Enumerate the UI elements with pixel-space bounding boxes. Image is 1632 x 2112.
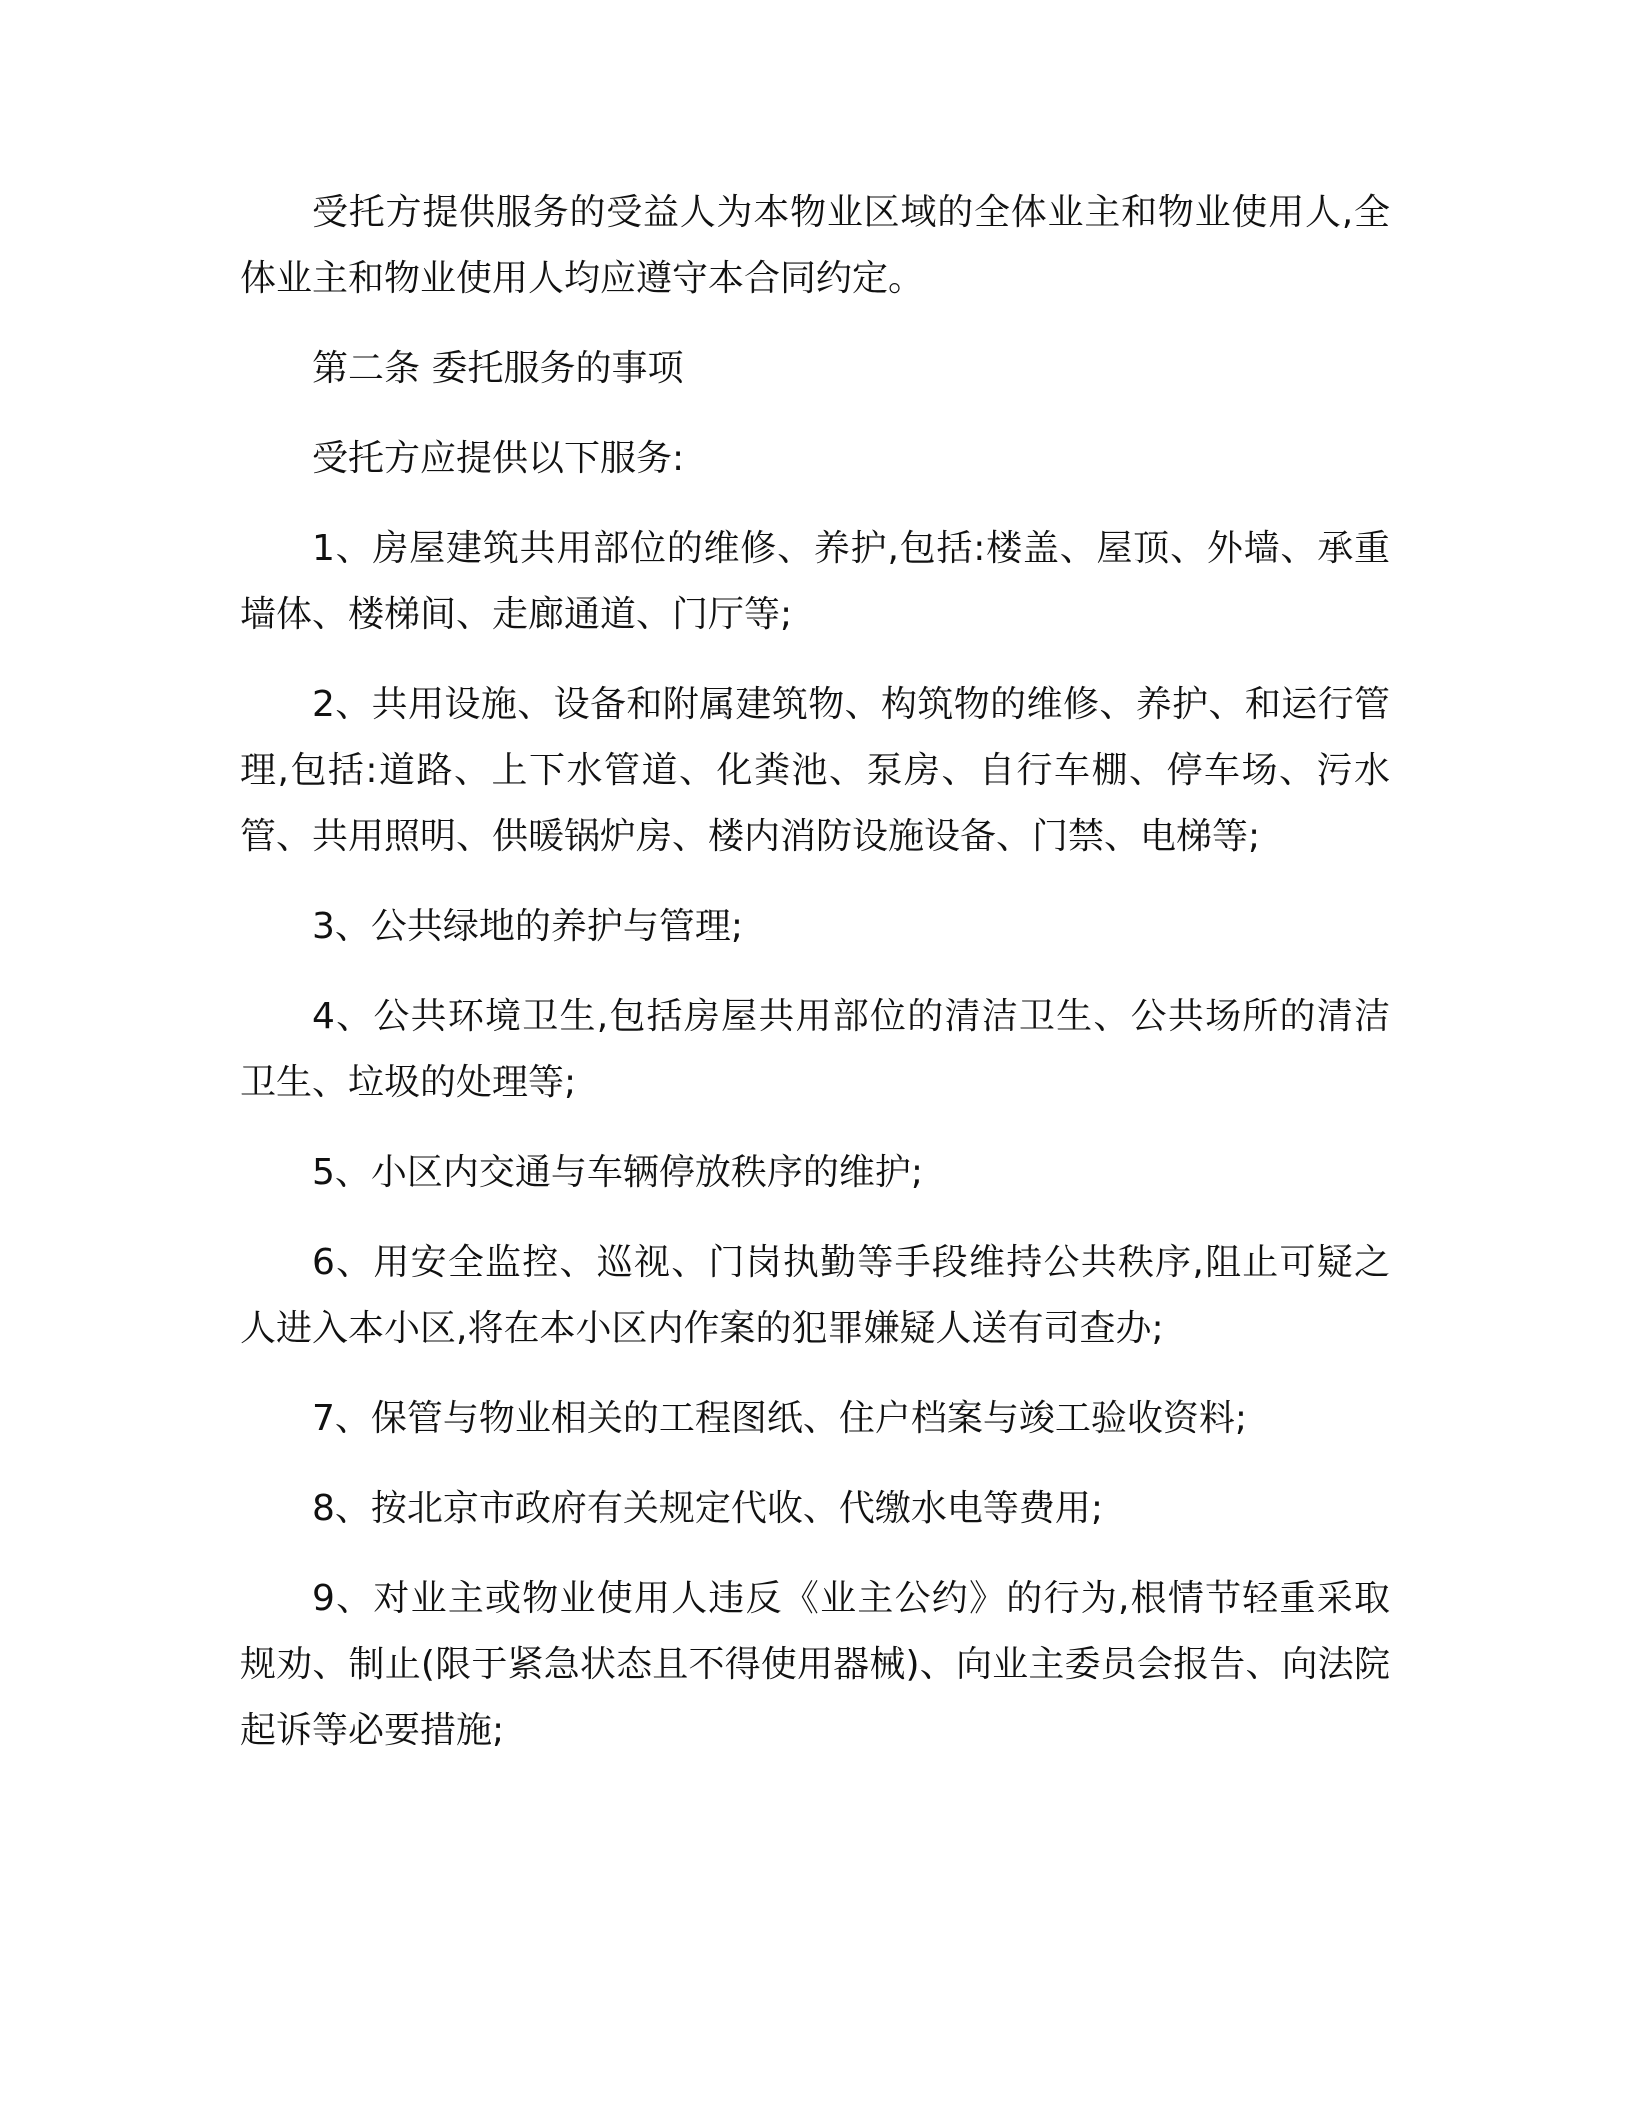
article-title: 第二条 委托服务的事项 [312, 348, 684, 389]
service-item-5: 5、小区内交通与车辆停放秩序的维护; [312, 1152, 924, 1193]
service-item-3: 3、公共绿地的养护与管理; [312, 906, 744, 947]
intro-paragraph: 受托方提供服务的受益人为本物业区域的全体业主和物业使用人,全体业主和物业使用人均应遵守本合同约定。 [240, 192, 1390, 299]
service-item-7: 7、保管与物业相关的工程图纸、住户档案与竣工验收资料; [312, 1398, 1248, 1439]
service-item-6: 6、用安全监控、巡视、门岗执勤等手段维持公共秩序,阻止可疑之人进入本小区,将在本小区内作案的犯罪嫌疑人送有司查办; [240, 1242, 1390, 1349]
lead-paragraph: 受托方应提供以下服务: [312, 438, 685, 479]
service-item-8: 8、按北京市政府有关规定代收、代缴水电等费用; [312, 1488, 1104, 1529]
service-item-4: 4、公共环境卫生,包括房屋共用部位的清洁卫生、公共场所的清洁卫生、垃圾的处理等; [240, 996, 1390, 1103]
service-item-9: 9、对业主或物业使用人违反《业主公约》的行为,根情节轻重采取规劝、制止(限于紧急状态且不得使用器械)、向业主委员会报告、向法院起诉等必要措施; [240, 1578, 1390, 1751]
service-item-1: 1、房屋建筑共用部位的维修、养护,包括:楼盖、屋顶、外墙、承重墙体、楼梯间、走廊通道、门厅等; [240, 528, 1390, 635]
document-body [240, 180, 1390, 1788]
service-item-2: 2、共用设施、设备和附属建筑物、构筑物的维修、养护、和运行管理,包括:道路、上下水管道、化粪池、泵房、自行车棚、停车场、污水管、共用照明、供暖锅炉房、楼内消防设施设备、门禁、电梯等; [240, 684, 1390, 857]
